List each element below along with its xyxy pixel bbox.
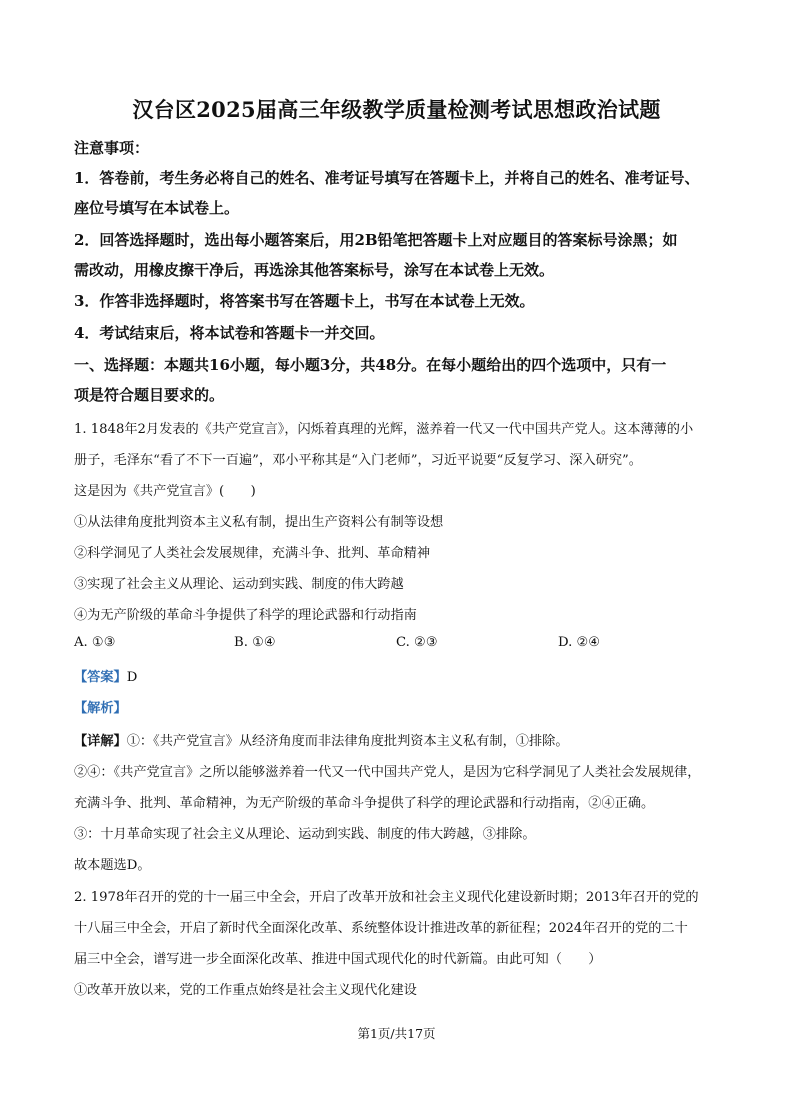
q1-detail-line: ③：十月革命实现了社会主义从理论、运动到实践、制度的伟大跨越，③排除。	[74, 827, 536, 842]
q1-analysis	[74, 697, 754, 716]
q1-option-b: B. ①④	[234, 635, 276, 650]
page-footer: 第1页/共17页	[357, 1026, 436, 1041]
q1-detail-line: 故本题选D。	[74, 858, 151, 873]
answer-label: 【答案】	[74, 670, 127, 685]
q1-option-d: D. ②④	[558, 635, 601, 650]
q1-stem-line: 册子，毛泽东“看了不下一百遍”，邓小平称其是“入门老师”，习近平说要“反复学习、深入研究”。	[74, 453, 642, 468]
detail-label: 【详解】	[74, 734, 127, 749]
q1-option-a: A. ①③	[74, 635, 116, 650]
q1-answer	[74, 666, 754, 685]
q1-statement-2: ②科学洞见了人类社会发展规律，充满斗争、批判、革命精神	[74, 546, 431, 561]
q2-stem-line: 十八届三中全会，开启了新时代全面深化改革、系统整体设计推进改革的新征程；2024年召开的党的二十	[74, 921, 688, 936]
q1-detail-line: 充满斗争、批判、革命精神，为无产阶级的革命斗争提供了科学的理论武器和行动指南，②④正确。	[74, 796, 655, 811]
notice-heading: 注意事项：	[74, 139, 150, 157]
notice-line: 1．答卷前，考生务必将自己的姓名、准考证号填写在答题卡上，并将自己的姓名、准考证号、	[74, 169, 700, 187]
q1-statement-3: ③实现了社会主义从理论、运动到实践、制度的伟大跨越	[74, 577, 404, 592]
q1-stem-line: 这是因为《共产党宣言》( )	[74, 484, 256, 499]
section-heading-line: 项是符合题目要求的。	[74, 386, 225, 404]
q2-stem-line: 届三中全会，谱写进一步全面深化改革、推进中国式现代化的时代新篇。由此可知（ ）	[74, 952, 602, 967]
q1-detail-first	[74, 730, 754, 749]
q1-statement-1: ①从法律角度批判资本主义私有制，提出生产资料公有制等设想	[74, 515, 444, 530]
notice-line: 需改动，用橡皮擦干净后，再选涂其他答案标号，涂写在本试卷上无效。	[74, 261, 555, 279]
notice-line: 2．回答选择题时，选出每小题答案后，用2B铅笔把答题卡上对应题目的答案标号涂黑；如	[74, 231, 678, 249]
q1-option-c: C. ②③	[396, 635, 438, 650]
q1-options	[74, 635, 754, 655]
q1-detail-line: ②④：《共产党宣言》之所以能够滋养着一代又一代中国共产党人，是因为它科学洞见了人类社会发展规律，	[74, 765, 701, 780]
exam-title: 汉台区2025届高三年级教学质量检测考试思想政治试题	[132, 97, 661, 122]
notice-line: 3．作答非选择题时，将答案书写在答题卡上，书写在本试卷上无效。	[74, 292, 535, 310]
detail-text: ①：《共产党宣言》从经济角度而非法律角度批判资本主义私有制，①排除。	[126, 734, 569, 749]
q1-statement-4: ④为无产阶级的革命斗争提供了科学的理论武器和行动指南	[74, 608, 417, 623]
analysis-label: 【解析】	[74, 701, 127, 716]
notice-line: 座位号填写在本试卷上。	[74, 199, 240, 217]
q2-stem-line: 2. 1978年召开的党的十一届三中全会，开启了改革开放和社会主义现代化建设新时期；2013年召开的党的	[74, 890, 699, 905]
q1-stem-line: 1. 1848年2月发表的《共产党宣言》，闪烁着真理的光辉，滋养着一代又一代中国共产党人。这本薄薄的小	[74, 422, 694, 437]
section-heading-line: 一、选择题：本题共16小题，每小题3分，共48分。在每小题给出的四个选项中，只有一	[74, 356, 667, 374]
answer-value: D	[126, 670, 138, 685]
q2-statement-1: ①改革开放以来，党的工作重点始终是社会主义现代化建设	[74, 983, 417, 998]
notice-line: 4．考试结束后，将本试卷和答题卡一并交回。	[74, 324, 385, 342]
